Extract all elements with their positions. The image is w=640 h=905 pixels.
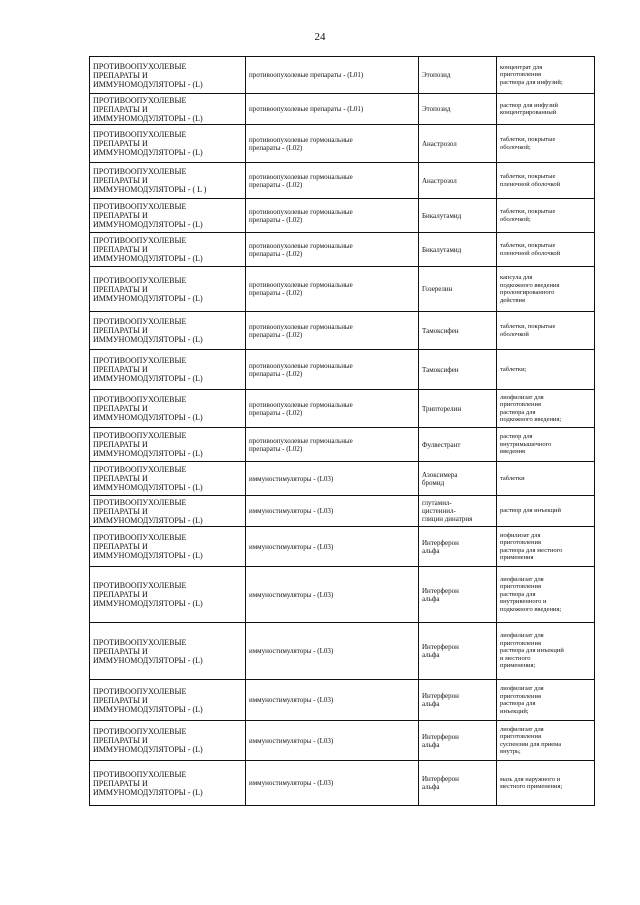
dosage-form-cell — [497, 462, 595, 496]
pharmacological-subgroup-cell — [246, 199, 419, 233]
therapeutic-group-cell — [90, 680, 246, 721]
dosage-form-text: раствор для инъекций — [500, 507, 561, 515]
drug-name-text: Анастрозол — [422, 176, 457, 185]
drug-name-cell — [419, 567, 497, 623]
dosage-form-cell — [497, 199, 595, 233]
table-row — [90, 527, 595, 567]
pharmacological-subgroup-cell — [246, 267, 419, 312]
therapeutic-group-cell — [90, 567, 246, 623]
drug-name-text: Тамоксифен — [422, 326, 459, 335]
page-number: 24 — [314, 31, 326, 43]
pharmacological-subgroup-text: противоопухолевые гормональные препараты - (L02) — [249, 361, 353, 378]
table-row — [90, 390, 595, 428]
therapeutic-group-text: ПРОТИВООПУХОЛЕВЫЕ ПРЕПАРАТЫ И ИММУНОМОДУЛЯТОРЫ - (L) — [93, 686, 203, 714]
table-row — [90, 312, 595, 350]
therapeutic-group-cell — [90, 125, 246, 163]
pharmacological-subgroup-text: противоопухолевые препараты - (L01) — [249, 105, 364, 113]
table-row — [90, 496, 595, 527]
drug-name-cell — [419, 680, 497, 721]
table-row — [90, 125, 595, 163]
pharmacological-subgroup-cell — [246, 623, 419, 680]
drug-name-cell — [419, 267, 497, 312]
pharmacological-subgroup-cell — [246, 496, 419, 527]
pharmacological-subgroup-cell — [246, 567, 419, 623]
drug-name-text: Фулвестрант — [422, 440, 461, 449]
drug-name-cell — [419, 199, 497, 233]
drug-name-cell — [419, 462, 497, 496]
dosage-form-text: иофилизат для приготовления раствора для местного применения — [500, 531, 563, 561]
dosage-form-cell — [497, 267, 595, 312]
drug-table-body — [90, 57, 595, 806]
drug-name-text: Бикалутамид — [422, 245, 462, 254]
dosage-form-text: раствор для внутримышечного введения — [500, 433, 552, 456]
therapeutic-group-cell — [90, 462, 246, 496]
drug-name-cell — [419, 761, 497, 806]
pharmacological-subgroup-text: противоопухолевые гормональные препараты - (L02) — [249, 135, 353, 152]
table-row — [90, 267, 595, 312]
table-row — [90, 761, 595, 806]
dosage-form-text: концентрат для приготовления раствора для инфузий; — [500, 63, 563, 86]
dosage-form-cell — [497, 567, 595, 623]
dosage-form-cell — [497, 623, 595, 680]
pharmacological-subgroup-cell — [246, 527, 419, 567]
table-row — [90, 57, 595, 94]
therapeutic-group-text: ПРОТИВООПУХОЛЕВЫЕ ПРЕПАРАТЫ И ИММУНОМОДУЛЯТОРЫ - (L) — [93, 356, 203, 383]
therapeutic-group-cell — [90, 233, 246, 267]
drug-name-text: Этопозид — [422, 71, 451, 79]
dosage-form-text: лиофилизат для приготовления суспензии для приема внутрь; — [500, 725, 562, 755]
drug-name-text: Тамоксифен — [422, 365, 459, 374]
pharmacological-subgroup-text: противоопухолевые гормональные препараты - (L02) — [249, 172, 353, 189]
pharmacological-subgroup-text: иммуностимуляторы - (L03) — [249, 542, 334, 551]
dosage-form-text: раствор для инфузий концентрированный — [500, 101, 558, 116]
drug-name-cell — [419, 527, 497, 567]
dosage-form-cell — [497, 390, 595, 428]
table-row — [90, 462, 595, 496]
therapeutic-group-text: ПРОТИВООПУХОЛЕВЫЕ ПРЕПАРАТЫ И ИММУНОМОДУЛЯТОРЫ - (L) — [93, 727, 203, 754]
dosage-form-text: мазь для наружного и местного применения; — [500, 775, 563, 790]
drug-name-cell — [419, 496, 497, 527]
pharmacological-subgroup-cell — [246, 721, 419, 761]
dosage-form-cell — [497, 527, 595, 567]
table-row — [90, 567, 595, 623]
therapeutic-group-cell — [90, 267, 246, 312]
dosage-form-text: таблетки, покрытые оболочкой; — [500, 136, 556, 151]
pharmacological-subgroup-text: противоопухолевые гормональные препараты - (L02) — [249, 241, 353, 258]
therapeutic-group-cell — [90, 623, 246, 680]
pharmacological-subgroup-text: противоопухолевые гормональные препараты - (L02) — [249, 436, 353, 453]
dosage-form-text: таблетки — [500, 474, 525, 482]
drug-name-text: Азоксимера бромид — [422, 470, 458, 487]
therapeutic-group-cell — [90, 199, 246, 233]
drug-name-text: Анастрозол — [422, 139, 457, 148]
pharmacological-subgroup-text: противоопухолевые гормональные препараты - (L02) — [249, 322, 353, 339]
pharmacological-subgroup-text: иммуностимуляторы - (L03) — [249, 696, 334, 704]
drug-name-cell — [419, 233, 497, 267]
dosage-form-cell — [497, 721, 595, 761]
pharmacological-subgroup-cell — [246, 125, 419, 163]
pharmacological-subgroup-text: иммуностимуляторы - (L03) — [249, 736, 334, 745]
dosage-form-cell — [497, 761, 595, 806]
therapeutic-group-cell — [90, 527, 246, 567]
therapeutic-group-text: ПРОТИВООПУХОЛЕВЫЕ ПРЕПАРАТЫ И ИММУНОМОДУЛЯТОРЫ - (L) — [93, 465, 203, 492]
therapeutic-group-cell — [90, 312, 246, 350]
pharmacological-subgroup-cell — [246, 163, 419, 199]
therapeutic-group-cell — [90, 390, 246, 428]
dosage-form-text: таблетки, покрытые пленочной оболочкой — [500, 173, 561, 188]
therapeutic-group-cell — [90, 57, 246, 94]
pharmacological-subgroup-cell — [246, 57, 419, 94]
dosage-form-cell — [497, 233, 595, 267]
therapeutic-group-text: ПРОТИВООПУХОЛЕВЫЕ ПРЕПАРАТЫ И ИММУНОМОДУЛЯТОРЫ - (L) — [93, 431, 203, 458]
drug-name-text: Интерферон альфа — [422, 692, 459, 708]
drug-name-cell — [419, 312, 497, 350]
dosage-form-text: таблетки, покрытые оболочкой; — [500, 208, 556, 223]
therapeutic-group-cell — [90, 350, 246, 390]
pharmacological-subgroup-cell — [246, 680, 419, 721]
dosage-form-cell — [497, 125, 595, 163]
therapeutic-group-cell — [90, 721, 246, 761]
therapeutic-group-cell — [90, 163, 246, 199]
drug-name-cell — [419, 390, 497, 428]
drug-name-text: Интерферон альфа — [422, 732, 459, 749]
dosage-form-text: таблетки, покрытые пленочной оболочкой — [500, 242, 561, 257]
pharmacological-subgroup-cell — [246, 761, 419, 806]
drug-name-cell — [419, 721, 497, 761]
pharmacological-subgroup-text: иммуностимуляторы - (L03) — [249, 779, 334, 787]
table-row — [90, 233, 595, 267]
drug-name-cell — [419, 57, 497, 94]
drug-name-cell — [419, 125, 497, 163]
therapeutic-group-text: ПРОТИВООПУХОЛЕВЫЕ ПРЕПАРАТЫ И ИММУНОМОДУЛЯТОРЫ - (L) — [93, 533, 203, 560]
dosage-form-text: таблетки; — [500, 365, 527, 373]
therapeutic-group-text: ПРОТИВООПУХОЛЕВЫЕ ПРЕПАРАТЫ И ИММУНОМОДУЛЯТОРЫ - (L) — [93, 497, 203, 525]
therapeutic-group-text: ПРОТИВООПУХОЛЕВЫЕ ПРЕПАРАТЫ И ИММУНОМОДУЛЯТОРЫ - (L) — [93, 275, 203, 303]
table-row — [90, 94, 595, 125]
dosage-form-text: лиофилизат для приготовления раствора для внутривенного и подкожного введения; — [500, 575, 562, 613]
table-row — [90, 350, 595, 390]
therapeutic-group-text: ПРОТИВООПУХОЛЕВЫЕ ПРЕПАРАТЫ И ИММУНОМОДУЛЯТОРЫ - (L) — [93, 202, 203, 229]
therapeutic-group-text: ПРОТИВООПУХОЛЕВЫЕ ПРЕПАРАТЫ И ИММУНОМОДУЛЯТОРЫ - (L) — [93, 95, 203, 123]
drug-name-text: Интерферон альфа — [422, 538, 459, 555]
dosage-form-text: лиофилизат для приготовления раствора для инъекций; — [500, 685, 544, 715]
drug-name-text: Трипторелин — [422, 404, 462, 413]
dosage-form-cell — [497, 163, 595, 199]
therapeutic-group-text: ПРОТИВООПУХОЛЕВЫЕ ПРЕПАРАТЫ И ИММУНОМОДУЛЯТОРЫ - (L) — [93, 637, 203, 665]
dosage-form-text: лиофилизат для приготовления раствора для подкожного введения; — [500, 393, 562, 423]
pharmacological-subgroup-cell — [246, 233, 419, 267]
therapeutic-group-text: ПРОТИВООПУХОЛЕВЫЕ ПРЕПАРАТЫ И ИММУНОМОДУЛЯТОРЫ - (L) — [93, 130, 203, 157]
dosage-form-cell — [497, 428, 595, 462]
pharmacological-subgroup-text: противоопухолевые гормональные препараты - (L02) — [249, 400, 353, 417]
therapeutic-group-text: ПРОТИВООПУХОЛЕВЫЕ ПРЕПАРАТЫ И ИММУНОМОДУЛЯТОРЫ - (L) — [93, 581, 203, 608]
drug-name-text: Интерферон альфа — [422, 643, 459, 659]
drug-name-cell — [419, 428, 497, 462]
dosage-form-cell — [497, 312, 595, 350]
pharmacological-subgroup-text: иммуностимуляторы - (L03) — [249, 647, 334, 655]
drug-name-cell — [419, 94, 497, 125]
dosage-form-text: таблетки, покрытые оболочкой — [500, 323, 556, 338]
drug-name-cell — [419, 350, 497, 390]
drug-name-text: Интерферон альфа — [422, 775, 459, 791]
drug-name-cell — [419, 163, 497, 199]
therapeutic-group-text: ПРОТИВООПУХОЛЕВЫЕ ПРЕПАРАТЫ И ИММУНОМОДУЛЯТОРЫ - (L) — [93, 395, 203, 422]
table-row — [90, 623, 595, 680]
table-row — [90, 680, 595, 721]
drug-table — [89, 56, 595, 806]
pharmacological-subgroup-cell — [246, 350, 419, 390]
table-row — [90, 428, 595, 462]
therapeutic-group-text: ПРОТИВООПУХОЛЕВЫЕ ПРЕПАРАТЫ И ИММУНОМОДУЛЯТОРЫ - ( L ) — [93, 167, 207, 194]
drug-name-text: Интерферон альфа — [422, 586, 459, 603]
pharmacological-subgroup-cell — [246, 390, 419, 428]
dosage-form-cell — [497, 94, 595, 125]
dosage-form-text: лиофилизат для приготовления раствора для инъекций и местного применения; — [500, 632, 564, 670]
drug-name-text: Бикалутамид — [422, 211, 462, 220]
dosage-form-cell — [497, 680, 595, 721]
therapeutic-group-text: ПРОТИВООПУХОЛЕВЫЕ ПРЕПАРАТЫ И ИММУНОМОДУЛЯТОРЫ - (L) — [93, 317, 203, 344]
pharmacological-subgroup-cell — [246, 94, 419, 125]
pharmacological-subgroup-text: иммуностимуляторы - (L03) — [249, 590, 334, 599]
pharmacological-subgroup-text: противоопухолевые гормональные препараты - (L02) — [249, 207, 353, 224]
therapeutic-group-text: ПРОТИВООПУХОЛЕВЫЕ ПРЕПАРАТЫ И ИММУНОМОДУЛЯТОРЫ - (L) — [93, 61, 203, 89]
therapeutic-group-cell — [90, 761, 246, 806]
drug-name-cell — [419, 623, 497, 680]
drug-name-text: Этопозид — [422, 105, 451, 113]
table-row — [90, 163, 595, 199]
therapeutic-group-cell — [90, 94, 246, 125]
therapeutic-group-cell — [90, 496, 246, 527]
dosage-form-cell — [497, 57, 595, 94]
therapeutic-group-text: ПРОТИВООПУХОЛЕВЫЕ ПРЕПАРАТЫ И ИММУНОМОДУЛЯТОРЫ - (L) — [93, 236, 203, 263]
pharmacological-subgroup-text: иммуностимуляторы - (L03) — [249, 474, 334, 483]
dosage-form-text: капсула для подкожного введения пролонгированного действия — [500, 274, 560, 304]
pharmacological-subgroup-cell — [246, 428, 419, 462]
table-row — [90, 721, 595, 761]
drug-name-text: Гозерелин — [422, 285, 453, 293]
pharmacological-subgroup-text: иммуностимуляторы - (L03) — [249, 507, 334, 515]
table-row — [90, 199, 595, 233]
pharmacological-subgroup-text: противоопухолевые гормональные препараты - (L02) — [249, 281, 353, 297]
pharmacological-subgroup-cell — [246, 462, 419, 496]
pharmacological-subgroup-cell — [246, 312, 419, 350]
dosage-form-cell — [497, 350, 595, 390]
pharmacological-subgroup-text: противоопухолевые препараты - (L01) — [249, 71, 364, 79]
therapeutic-group-cell — [90, 428, 246, 462]
drug-name-text: глутамил- цистеинил- глицин динатрия — [422, 499, 473, 523]
therapeutic-group-text: ПРОТИВООПУХОЛЕВЫЕ ПРЕПАРАТЫ И ИММУНОМОДУЛЯТОРЫ - (L) — [93, 769, 203, 797]
dosage-form-cell — [497, 496, 595, 527]
